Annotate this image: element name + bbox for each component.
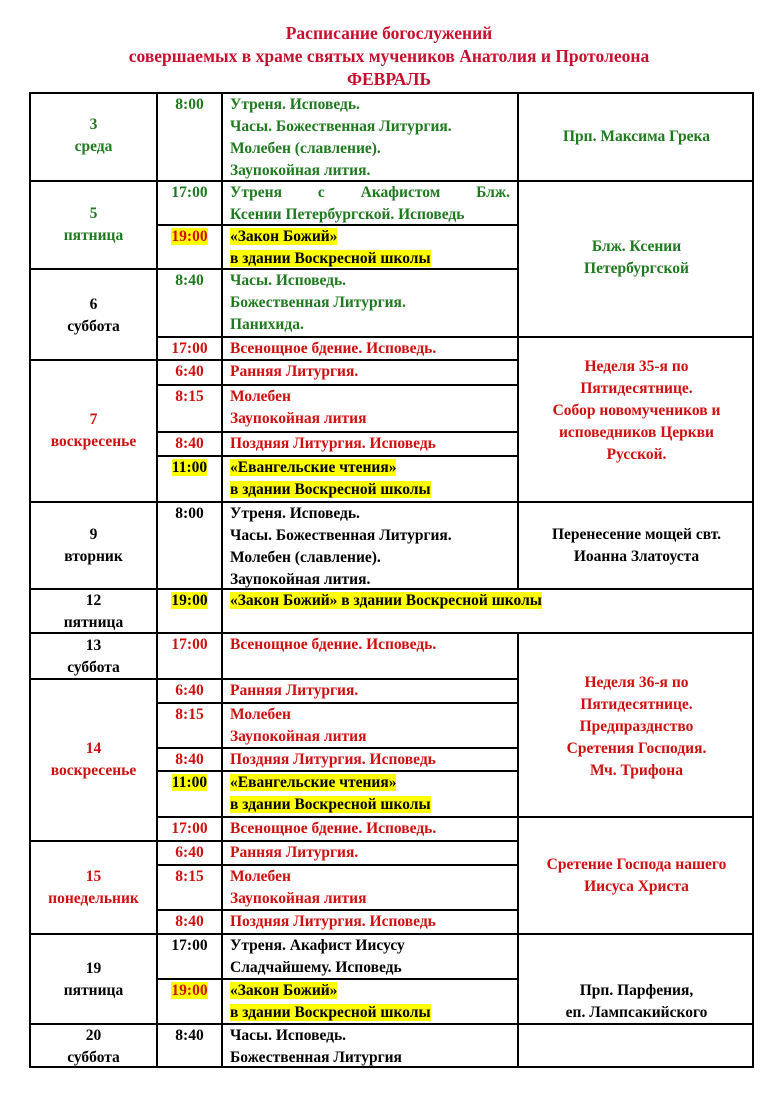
grid-line	[221, 92, 223, 1068]
service-cell: Ранняя Литургия.	[230, 363, 359, 380]
service-cell: Поздняя Литургия. Исповедь	[230, 751, 436, 768]
time-cell: 8:40	[175, 1027, 204, 1044]
service-cell: Всенощное бдение. Исповедь.	[230, 636, 437, 653]
service-cell: Поздняя Литургия. Исповедь	[230, 435, 436, 452]
service-cell: Часы. Исповедь. Божественная Литургия. Панихида.	[230, 272, 406, 333]
time-cell: 19:00	[171, 982, 208, 999]
service-cell: «Закон Божий» в здании Воскресной школы	[230, 982, 431, 1021]
day-cell: 15 понедельник	[48, 868, 139, 907]
month-title: ФЕВРАЛЬ	[346, 69, 432, 89]
time-cell: 8:15	[175, 388, 204, 405]
time-cell: 17:00	[171, 636, 208, 653]
time-cell: 8:40	[175, 913, 204, 930]
service-cell: «Закон Божий» в здании Воскресной школы	[230, 592, 542, 609]
time-cell: 8:40	[175, 435, 204, 452]
service-cell: Утреня с Акафистом Блж. Ксении Петербургской. Исповедь	[230, 184, 510, 223]
service-cell: «Закон Божий» в здании Воскресной школы	[230, 228, 431, 267]
service-cell: «Евангельские чтения» в здании Воскресной школы	[230, 774, 431, 813]
time-cell: 17:00	[171, 820, 208, 837]
service-cell: Утреня. Исповедь. Часы. Божественная Литургия. Молебен (славление). Заупокойная лития.	[230, 96, 452, 179]
service-cell: Поздняя Литургия. Исповедь	[230, 913, 436, 930]
page-subtitle: совершаемых в храме святых мучеников Анатолия и Протолеона	[128, 46, 650, 66]
time-cell: 17:00	[171, 340, 208, 357]
time-cell: 6:40	[175, 844, 204, 861]
time-cell: 19:00	[171, 592, 208, 609]
day-cell: 9 вторник	[64, 526, 123, 565]
time-cell: 8:15	[175, 706, 204, 723]
time-cell: 8:40	[175, 272, 204, 289]
service-cell: Утреня. Акафист Иисусу Сладчайшему. Исповедь	[230, 937, 405, 976]
day-cell: 6 суббота	[67, 296, 120, 335]
feast-cell: Неделя 35-я по Пятидесятнице. Собор новомучеников и исповедников Церкви Русской.	[552, 358, 721, 463]
time-cell: 6:40	[175, 363, 204, 380]
service-cell: Всенощное бдение. Исповедь.	[230, 820, 437, 837]
time-cell: 17:00	[171, 184, 208, 201]
service-cell: «Евангельские чтения» в здании Воскресной школы	[230, 459, 431, 498]
service-cell: Ранняя Литургия.	[230, 682, 359, 699]
day-cell: 5 пятница	[63, 205, 124, 244]
time-cell: 8:15	[175, 868, 204, 885]
service-cell: Всенощное бдение. Исповедь.	[230, 340, 437, 357]
service-cell: Ранняя Литургия.	[230, 844, 359, 861]
grid-line	[517, 92, 519, 588]
day-cell: 13 суббота	[67, 637, 120, 676]
service-cell: Часы. Исповедь. Божественная Литургия	[230, 1027, 402, 1066]
day-cell: 14 воскресенье	[50, 740, 137, 779]
time-cell: 19:00	[171, 228, 208, 245]
service-cell: Утреня. Исповедь. Часы. Божественная Литургия. Молебен (славление). Заупокойная лития.	[230, 505, 452, 588]
time-cell: 17:00	[171, 937, 208, 954]
feast-cell: Сретение Господа нашего Иисуса Христа	[546, 856, 727, 895]
time-cell: 6:40	[175, 682, 204, 699]
day-cell: 12 пятница	[63, 592, 124, 631]
time-cell: 8:00	[175, 96, 204, 113]
day-cell: 7 воскресенье	[50, 411, 137, 450]
service-cell: Молебен Заупокойная лития	[230, 706, 367, 745]
day-cell: 19 пятница	[63, 960, 124, 999]
feast-cell: Прп. Максима Грека	[562, 128, 710, 145]
day-cell: 20 суббота	[67, 1027, 120, 1066]
service-cell: Молебен Заупокойная лития	[230, 868, 367, 907]
feast-cell: Неделя 36-я по Пятидесятнице. Предпразднство Сретения Господия. Мч. Трифона	[566, 674, 707, 779]
time-cell: 8:40	[175, 751, 204, 768]
day-cell: 3 среда	[74, 116, 113, 155]
time-cell: 8:00	[175, 505, 204, 522]
time-cell: 11:00	[171, 774, 208, 791]
page-title: Расписание богослужений	[285, 23, 493, 43]
feast-cell: Блж. Ксении Петербургской	[584, 238, 689, 277]
feast-cell: Перенесение мощей свт. Иоанна Златоуста	[551, 526, 722, 565]
feast-cell: Прп. Парфения, еп. Лампсакийского	[565, 982, 708, 1021]
time-cell: 11:00	[171, 459, 208, 476]
service-cell: Молебен Заупокойная лития	[230, 388, 367, 427]
